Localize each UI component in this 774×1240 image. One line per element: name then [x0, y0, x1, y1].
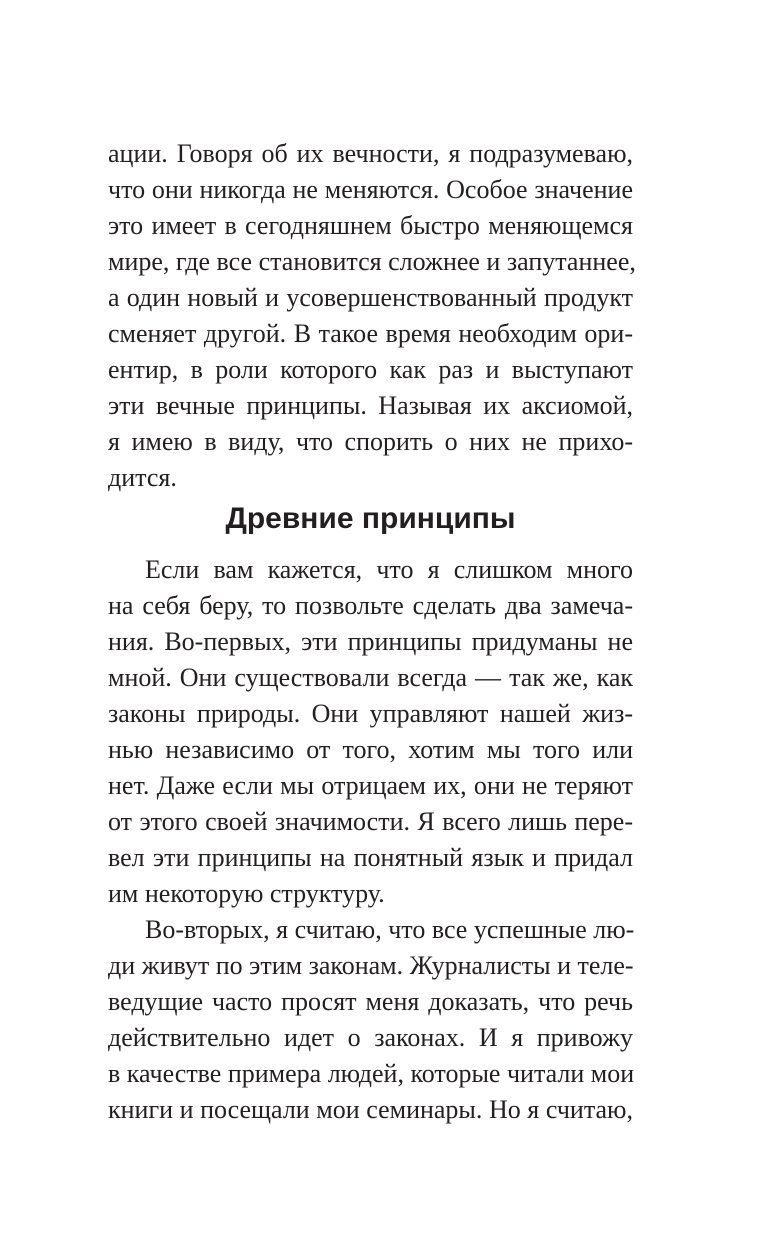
text-line: это имеет в сегодняшнем быстро меняющемся [108, 211, 633, 240]
text-line: ди живут по этим законам. Журналисты и теле- [108, 951, 634, 980]
text-line: ведущие часто просят меня доказать, что речь [108, 987, 633, 1016]
text-line: а один новый и усовершенствованный продукт [108, 283, 633, 312]
text-line: законы природы. Они управляют нашей жиз- [108, 699, 633, 728]
text-line: Если вам кажется, что я слишком много [145, 555, 633, 584]
text-line: ации. Говоря об их вечности, я подразумеваю, [108, 139, 633, 168]
text-line: нью независимо от того, хотим мы того или [108, 735, 633, 764]
text-line: ния. Во-первых, эти принципы придуманы не [108, 627, 633, 656]
text-line: ентир, в роли которого как раз и выступают [108, 355, 633, 384]
text-line: дится. [108, 463, 177, 492]
text-line: в качестве примера людей, которые читали мои [108, 1059, 635, 1088]
text-line: мире, где все становится сложнее и запутаннее, [108, 247, 636, 276]
section-heading: Древние принципы [225, 502, 516, 535]
text-line: эти вечные принципы. Называя их аксиомой, [108, 391, 633, 420]
text-line: Во-вторых, я считаю, что все успешные лю- [145, 915, 635, 944]
text-line: что они никогда не меняются. Особое значение [108, 175, 633, 204]
text-line: я имею в виду, что спорить о них не прихо- [108, 427, 633, 456]
text-line: книги и посещали мои семинары. Но я считаю, [108, 1095, 633, 1124]
text-line: от этого своей значимости. Я всего лишь пере- [108, 807, 633, 836]
text-line: действительно идет о законах. И я привожу [108, 1023, 633, 1052]
text-line: им некоторую структуру. [108, 879, 385, 908]
text-line: сменяет другой. В такое время необходим ори- [108, 319, 633, 348]
text-line: нет. Даже если мы отрицаем их, они не теряют [108, 771, 633, 800]
text-line: вел эти принципы на понятный язык и придал [108, 843, 633, 872]
text-line: на себя беру, то позвольте сделать два замеча- [108, 591, 633, 620]
text-line: мной. Они существовали всегда — так же, как [108, 663, 633, 692]
